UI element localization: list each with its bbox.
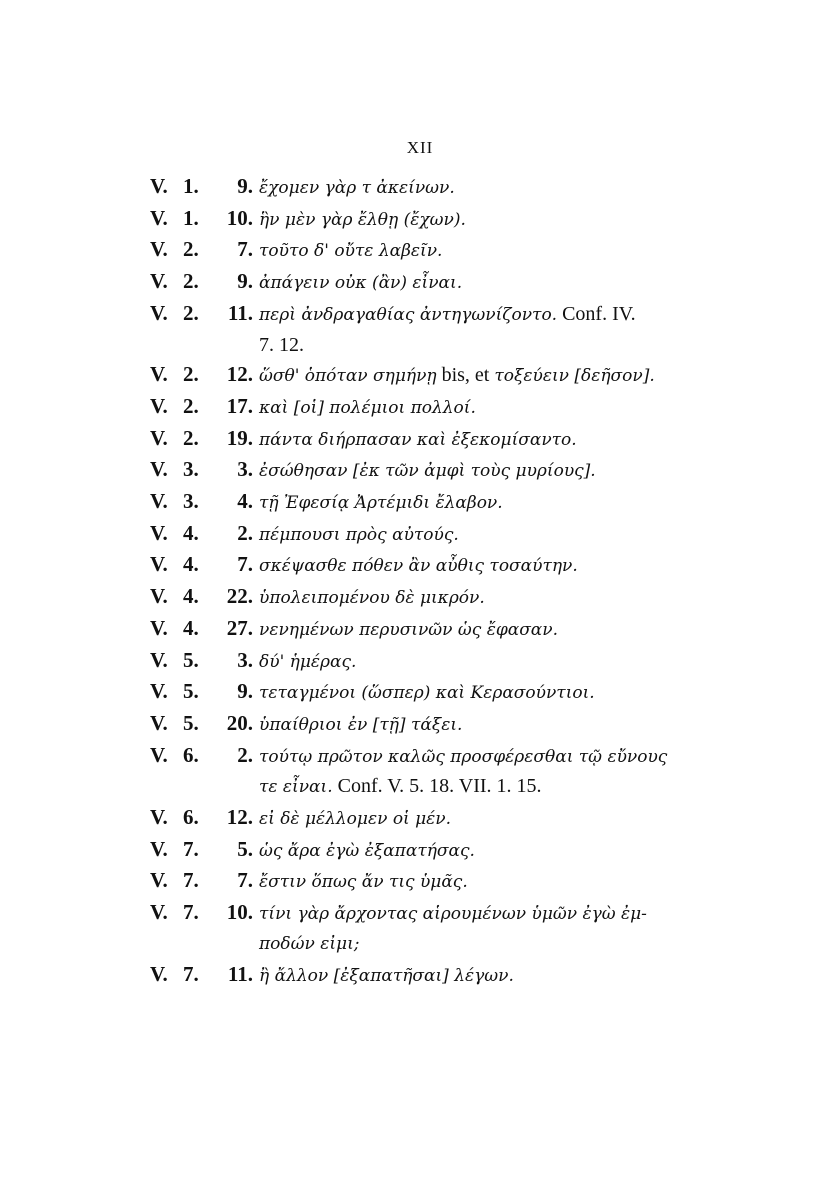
entry-text: ἐσώθησαν [ἐκ τῶν ἀμφὶ τοὺς μυρίους]. <box>259 461 596 482</box>
entry-row <box>150 741 710 803</box>
ref-book: V. <box>150 300 168 325</box>
entry-row <box>150 803 710 835</box>
ref-chapter: 7. <box>183 868 199 893</box>
ref-book: V. <box>150 961 168 986</box>
ref-chapter: 5. <box>183 679 199 704</box>
ref-chapter: 6. <box>183 805 199 830</box>
ref-book: V. <box>150 520 168 545</box>
entry-row <box>150 487 710 519</box>
ref-section: 19. <box>226 425 253 450</box>
ref-book: V. <box>150 836 168 861</box>
ref-book: V. <box>150 584 168 609</box>
ref-section: 9. <box>237 269 253 294</box>
entry-text <box>259 300 710 360</box>
ref-section: 7. <box>237 868 253 893</box>
ref-chapter: 7. <box>183 900 199 925</box>
ref-chapter: 2. <box>183 237 199 262</box>
entry-row <box>150 835 710 867</box>
ref-book: V. <box>150 615 168 640</box>
entry-text: εἰ δὲ μέλλομεν οἱ μέν. <box>259 809 452 830</box>
ref-book: V. <box>150 269 168 294</box>
ref-section: 10. <box>226 205 253 230</box>
entry-text: τῇ Ἐφεσίᾳ Ἀρτέμιδι ἔλαβον. <box>259 493 503 514</box>
ref-section: 4. <box>237 489 253 514</box>
entry-greek-2: τοξεύειν [δεῆσον]. <box>494 366 655 387</box>
ref-section: 27. <box>226 615 253 640</box>
entry-text: πάντα διήρπασαν καὶ ἐξεκομίσαντο. <box>259 429 577 450</box>
entry-row <box>150 235 710 267</box>
ref-book: V. <box>150 679 168 704</box>
entry-text: ἔχομεν γὰρ τ ἀκείνων. <box>259 178 455 198</box>
entry-text: ὑπολειπομένου δὲ μικρόν. <box>259 588 485 609</box>
entry-row <box>150 614 710 646</box>
ref-chapter: 3. <box>183 489 199 514</box>
ref-book: V. <box>150 710 168 735</box>
ref-chapter: 2. <box>183 393 199 418</box>
entry-continuation: ποδών εἰμι; <box>259 933 360 954</box>
entry-row <box>150 204 710 236</box>
entry-row <box>150 677 710 709</box>
entry-continuation <box>259 772 710 803</box>
entry-greek: περὶ ἀνδραγαθίας ἀντηγωνίζοντο. <box>259 304 558 325</box>
ref-book: V. <box>150 900 168 925</box>
entry-text: ἔστιν ὅπως ἄν τις ὑμᾶς. <box>259 872 468 893</box>
entry-latin: Conf. IV. <box>557 302 636 325</box>
ref-chapter: 5. <box>183 647 199 672</box>
ref-chapter: 7. <box>183 836 199 861</box>
ref-book: V. <box>150 742 168 767</box>
entry-row <box>150 424 710 456</box>
entry-row <box>150 299 710 360</box>
entry-row <box>150 898 710 959</box>
ref-section: 12. <box>226 362 253 387</box>
ref-section: 17. <box>226 393 253 418</box>
entry-text <box>259 900 710 959</box>
ref-section: 12. <box>226 805 253 830</box>
ref-section: 9. <box>237 174 253 198</box>
entry-row <box>150 709 710 741</box>
ref-book: V. <box>150 489 168 514</box>
ref-chapter: 4. <box>183 520 199 545</box>
entry-row <box>150 582 710 614</box>
ref-book: V. <box>150 805 168 830</box>
ref-book: V. <box>150 868 168 893</box>
ref-book: V. <box>150 174 168 198</box>
entry-list <box>150 172 710 991</box>
entry-text <box>259 361 710 392</box>
ref-book: V. <box>150 647 168 672</box>
ref-section: 5. <box>237 836 253 861</box>
ref-section: 22. <box>226 584 253 609</box>
ref-book: V. <box>150 393 168 418</box>
ref-chapter: 2. <box>183 425 199 450</box>
ref-section: 2. <box>237 520 253 545</box>
entry-text: ἀπάγειν οὐκ (ἂν) εἶναι. <box>259 273 463 294</box>
entry-text: νενημένων περυσινῶν ὡς ἔφασαν. <box>259 619 559 640</box>
entry-greek: τούτῳ πρῶτον καλῶς προσφέρεσθαι τῷ εὔνους <box>259 746 668 767</box>
entry-text: δύ' ἡμέρας. <box>259 651 357 672</box>
ref-chapter: 7. <box>183 961 199 986</box>
entry-latin: bis, et <box>436 364 495 387</box>
ref-section: 3. <box>237 457 253 482</box>
ref-chapter: 3. <box>183 457 199 482</box>
ref-chapter: 2. <box>183 269 199 294</box>
ref-section: 2. <box>237 742 253 767</box>
entry-greek: τίνι γὰρ ἄρχοντας αἱρουμένων ὑμῶν ἐγὼ ἐμ- <box>259 904 647 925</box>
ref-section: 11. <box>227 961 253 986</box>
ref-book: V. <box>150 362 168 387</box>
ref-chapter: 6. <box>183 742 199 767</box>
ref-chapter: 2. <box>183 362 199 387</box>
entry-text: ὡς ἄρα ἐγὼ ἐξαπατήσας. <box>259 840 475 861</box>
ref-chapter: 1. <box>183 174 199 198</box>
entry-latin: Conf. V. 5. 18. VII. 1. 15. <box>332 775 542 798</box>
entry-row <box>150 646 710 678</box>
ref-chapter: 2. <box>183 300 199 325</box>
ref-section: 9. <box>237 679 253 704</box>
entry-row <box>150 866 710 898</box>
entry-row <box>150 455 710 487</box>
ref-section: 10. <box>226 900 253 925</box>
entry-row <box>150 267 710 299</box>
entry-text: τεταγμένοι (ὥσπερ) καὶ Κερασούντιοι. <box>259 683 595 704</box>
ref-section: 11. <box>227 300 253 325</box>
entry-text: ὑπαίθριοι ἐν [τῇ] τάξει. <box>259 714 463 735</box>
entry-continuation: 7. 12. <box>259 333 304 356</box>
ref-book: V. <box>150 425 168 450</box>
entry-text: καὶ [οἱ] πολέμιοι πολλοί. <box>259 397 476 418</box>
entry-row <box>150 392 710 424</box>
ref-chapter: 1. <box>183 205 199 230</box>
entry-text: τοῦτο δ' οὔτε λαβεῖν. <box>259 241 443 262</box>
entry-row <box>150 360 710 392</box>
entry-text: πέμπουσι πρὸς αὐτούς. <box>259 524 459 545</box>
entry-row <box>150 550 710 582</box>
entry-text: ἣν μὲν γὰρ ἔλθῃ (ἔχων). <box>259 209 466 230</box>
entry-greek: ὥσθ' ὁπόταν σημήνῃ <box>259 366 437 387</box>
ref-section: 3. <box>237 647 253 672</box>
entry-text: ἢ ἄλλον [ἐξαπατῆσαι] λέγων. <box>259 965 514 986</box>
ref-book: V. <box>150 237 168 262</box>
ref-book: V. <box>150 552 168 577</box>
entry-text <box>259 743 710 803</box>
page-number: XII <box>406 138 434 157</box>
ref-chapter: 4. <box>183 615 199 640</box>
ref-chapter: 5. <box>183 710 199 735</box>
ref-section: 20. <box>226 710 253 735</box>
ref-section: 7. <box>237 552 253 577</box>
ref-chapter: 4. <box>183 552 199 577</box>
ref-section: 7. <box>237 237 253 262</box>
entry-greek-cont: τε εἶναι. <box>259 777 333 798</box>
entry-row <box>150 960 710 992</box>
ref-book: V. <box>150 457 168 482</box>
entry-row <box>150 172 710 204</box>
ref-book: V. <box>150 205 168 230</box>
entry-row <box>150 519 710 551</box>
ref-chapter: 4. <box>183 584 199 609</box>
entry-text: σκέψασθε πόθεν ἂν αὖθις τοσαύτην. <box>259 556 578 577</box>
